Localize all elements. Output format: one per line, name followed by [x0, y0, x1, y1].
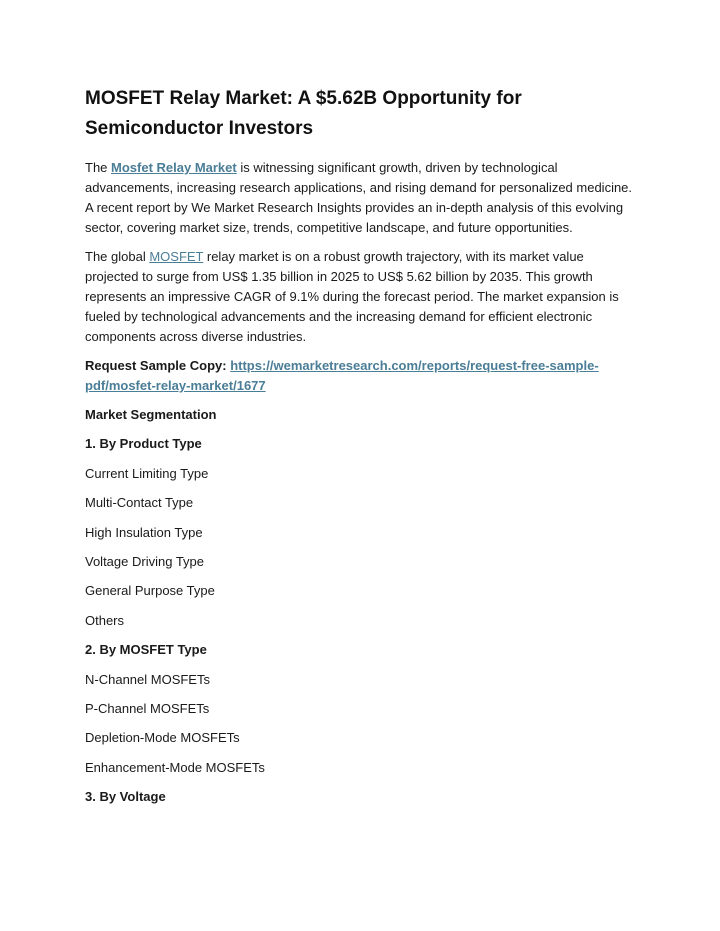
list-item: Voltage Driving Type: [85, 553, 204, 569]
voltage-heading: 3. By Voltage: [85, 789, 166, 805]
list-item: Others: [85, 612, 125, 628]
segmentation-heading: Market Segmentation: [85, 407, 217, 422]
intro-paragraph: [85, 158, 640, 238]
mosfet-relay-market-link[interactable]: Mosfet Relay Market: [111, 160, 237, 175]
list-item: Depletion-Mode MOSFETs: [85, 730, 240, 746]
sample-label: Request Sample Copy:: [85, 358, 231, 373]
intro-text: is witnessing significant growth, driven by technological advancements, increasing research applications, and rising demand for personalized medicine. A recent report by We Market Research Insights provides an in-depth analysis of this evolving sector, covering market size, trends, competitive landscape, and future opportunities.: [85, 160, 633, 235]
mosfet-type-heading: 2. By MOSFET Type: [85, 642, 207, 658]
list-item: Multi-Contact Type: [85, 495, 194, 511]
growth-prefix: The global: [85, 249, 150, 264]
list-item: N-Channel MOSFETs: [85, 671, 210, 687]
sample-url-link[interactable]: https://wemarketresearch.com/reports/request-free-sample-pdf/mosfet-relay-market/1677: [85, 358, 599, 393]
list-item: Enhancement-Mode MOSFETs: [85, 759, 265, 775]
list-item: Current Limiting Type: [85, 465, 209, 481]
list-item: General Purpose Type: [85, 583, 215, 599]
document-page: [85, 84, 640, 816]
growth-text: relay market is on a robust growth trajectory, with its market value projected to surge from US$ 1.35 billion in 2025 to US$ 5.62 billion by 2035. This growth represents an impressive CAGR of 9.1% during the forecast period. The market expansion is fueled by technological advancements and the increasing demand for efficient electronic components across diverse industries.: [85, 249, 619, 344]
growth-paragraph: [85, 247, 640, 347]
product-type-heading: 1. By Product Type: [85, 436, 202, 452]
list-item: High Insulation Type: [85, 524, 203, 540]
list-item: P-Channel MOSFETs: [85, 700, 210, 716]
intro-prefix: The: [85, 160, 112, 175]
mosfet-link[interactable]: MOSFET: [149, 249, 204, 264]
sample-request: [85, 356, 640, 396]
page-title: MOSFET Relay Market: A $5.62B Opportunity for Semiconductor Investors: [85, 88, 522, 139]
